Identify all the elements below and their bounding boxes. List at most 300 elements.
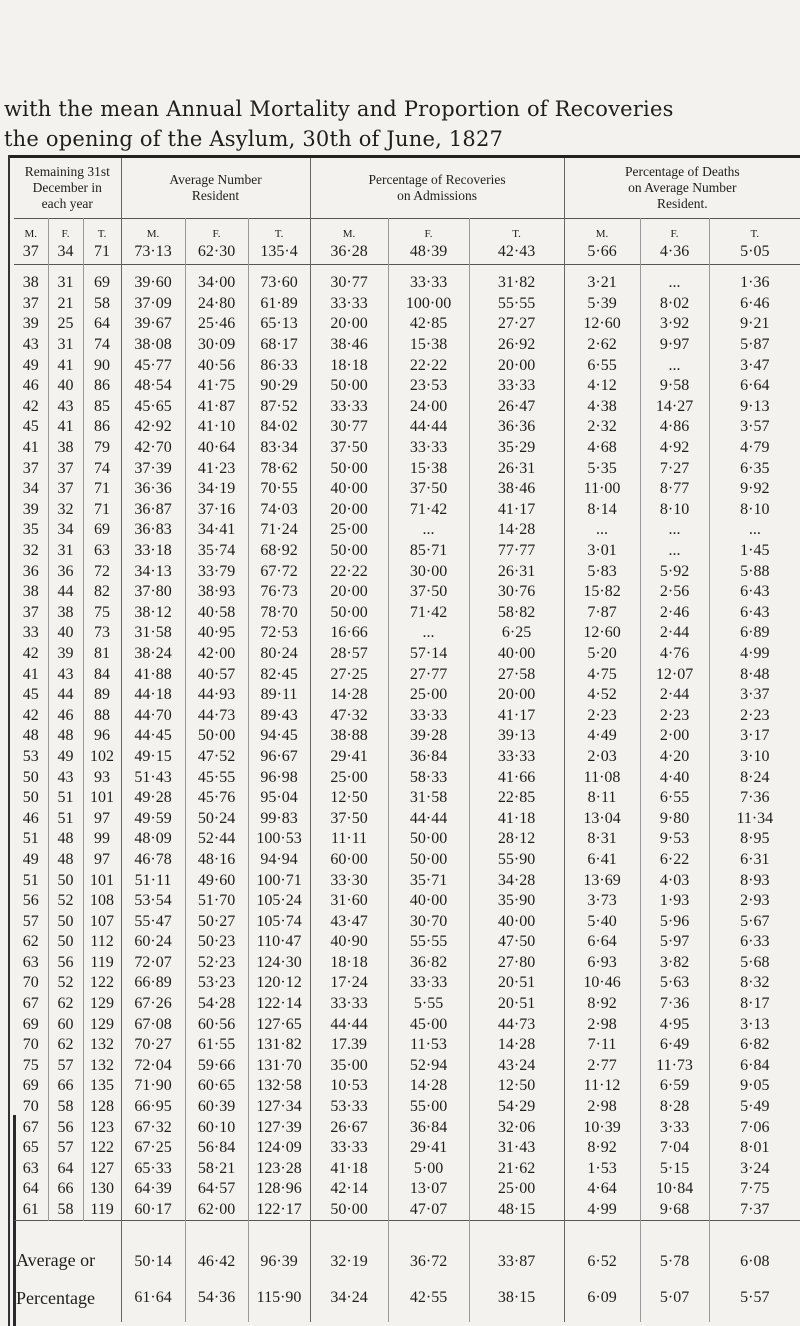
table-cell: 62 [48, 994, 83, 1015]
table-cell: 86·33 [248, 355, 310, 376]
table-cell: 36·36 [469, 417, 564, 438]
table-cell: 65·33 [121, 1159, 185, 1180]
table-cell: 71·90 [121, 1076, 185, 1097]
table-cell: 9·58 [640, 376, 709, 397]
table-cell: 49 [22, 850, 39, 868]
table-cell: 2·44 [640, 623, 709, 644]
table-cell: 131·70 [248, 1056, 310, 1077]
table-row [14, 767, 800, 788]
table-cell: 43 [48, 664, 83, 685]
table-cell: 37·50 [310, 438, 388, 459]
table-cell: 36·28 [310, 240, 388, 265]
table-cell: 36·82 [388, 953, 469, 974]
table-cell: 33·33 [310, 294, 388, 315]
table-cell: 47·32 [310, 705, 388, 726]
table-cell: 13·04 [564, 808, 640, 829]
group-header-deaths [564, 158, 800, 219]
table-cell: 48 [48, 726, 83, 747]
table-cell: 115·90 [248, 1274, 310, 1322]
table-row [14, 850, 800, 871]
table-cell: 59·66 [185, 1056, 248, 1077]
table-cell: 8·93 [709, 870, 800, 891]
table-cell: 53·23 [185, 973, 248, 994]
table-cell: 6·22 [640, 850, 709, 871]
table-cell: 33·33 [469, 747, 564, 768]
table-cell: 34 [48, 520, 83, 541]
table-cell: 94·94 [248, 850, 310, 871]
table-cell: 4·99 [709, 644, 800, 665]
table-cell: 3·21 [564, 273, 640, 294]
table-cell: 41 [22, 665, 39, 683]
table-cell: 4·76 [640, 644, 709, 665]
table-cell: 127·34 [248, 1097, 310, 1118]
table-cell: 27·80 [469, 953, 564, 974]
table-cell: 4·36 [640, 240, 709, 265]
table-cell: 5·97 [640, 932, 709, 953]
table-cell: 35·74 [185, 541, 248, 562]
table-cell: 50·00 [310, 458, 388, 479]
table-cell: 71·42 [388, 500, 469, 521]
table-cell: 8·31 [564, 829, 640, 850]
table-cell: 44·44 [388, 417, 469, 438]
table-cell: 54·36 [185, 1274, 248, 1322]
table-cell: 40·56 [185, 355, 248, 376]
table-cell: 71 [83, 500, 121, 521]
sub-header-cell: T. [469, 219, 564, 241]
table-cell: 54·29 [469, 1097, 564, 1118]
table-cell: 2·23 [564, 705, 640, 726]
table-cell: 89·43 [248, 705, 310, 726]
table-cell: 34 [22, 480, 39, 498]
table-cell: 124·30 [248, 953, 310, 974]
table-cell: 15·38 [388, 335, 469, 356]
sub-header-cell: M. [310, 219, 388, 241]
table-cell: 6·93 [564, 953, 640, 974]
sub-header-cell: M. [121, 219, 185, 241]
table-cell: 41 [22, 439, 39, 457]
table-cell: 69 [22, 1015, 39, 1033]
table-cell: 61·89 [248, 294, 310, 315]
table-cell: 67·72 [248, 561, 310, 582]
table-cell: 45·55 [185, 767, 248, 788]
table-cell: 96·98 [248, 767, 310, 788]
table-cell: 37 [22, 243, 39, 260]
table-cell: 11·73 [640, 1056, 709, 1077]
table-cell: 45·77 [121, 355, 185, 376]
table-cell: 57 [48, 1138, 83, 1159]
table-cell: 36·36 [121, 479, 185, 500]
table-cell: 35·00 [310, 1056, 388, 1077]
table-cell: 18·18 [310, 355, 388, 376]
table-cell: 127 [83, 1159, 121, 1180]
table-cell: 33·33 [469, 376, 564, 397]
table-cell: 12·60 [564, 623, 640, 644]
table-cell: 20·00 [469, 355, 564, 376]
table-cell: 65·13 [248, 314, 310, 335]
table-cell: 5·39 [564, 294, 640, 315]
table-cell: 4·99 [564, 1200, 640, 1221]
table-cell: 65 [22, 1139, 39, 1157]
table-cell: 52·44 [185, 829, 248, 850]
table-cell: 86 [83, 417, 121, 438]
table-cell: 40·00 [469, 644, 564, 665]
spacer-cell [564, 265, 640, 274]
sub-header-cell: F. [48, 219, 83, 241]
table-cell: 50·00 [310, 541, 388, 562]
table-cell: 14·27 [640, 397, 709, 418]
table-cell: 50·00 [388, 829, 469, 850]
table-row [14, 314, 800, 335]
table-cell: 16·66 [310, 623, 388, 644]
table-cell: 58 [48, 1097, 83, 1118]
table-cell: 127·39 [248, 1117, 310, 1138]
spacer-cell [709, 265, 800, 274]
table-cell: 32 [48, 500, 83, 521]
table-cell: 62·00 [185, 1200, 248, 1221]
table-cell: 5·92 [640, 561, 709, 582]
table-cell: 79 [83, 438, 121, 459]
table-cell: 88 [83, 705, 121, 726]
table-row [14, 582, 800, 603]
table-cell: 49·59 [121, 808, 185, 829]
table-cell: 56 [48, 1117, 83, 1138]
table-cell: 3·73 [564, 891, 640, 912]
table-cell: 11·00 [564, 479, 640, 500]
table-cell: 8·11 [564, 788, 640, 809]
table-cell: 5·87 [709, 335, 800, 356]
table-cell: 7·06 [709, 1117, 800, 1138]
table-cell: 78·70 [248, 603, 310, 624]
table-cell: 4·64 [564, 1179, 640, 1200]
table-cell: 2·93 [709, 891, 800, 912]
table-cell: 50·27 [185, 911, 248, 932]
table-row [14, 1179, 800, 1200]
table-cell: 51·70 [185, 891, 248, 912]
table-cell: 9·21 [709, 314, 800, 335]
table-cell: 25·46 [185, 314, 248, 335]
table-cell: 31·82 [469, 273, 564, 294]
table-cell: 8·28 [640, 1097, 709, 1118]
table-cell: 52·23 [185, 953, 248, 974]
table-cell: 26·92 [469, 335, 564, 356]
table-cell: 46·78 [121, 850, 185, 871]
group-header-remaining-line: Remaining 31st [24, 164, 110, 179]
table-cell: 20·00 [469, 685, 564, 706]
table-cell: 2·46 [640, 603, 709, 624]
table-cell: 62 [48, 1035, 83, 1056]
table-cell: 12·50 [469, 1076, 564, 1097]
group-header-deaths-line: on Average Number [628, 180, 737, 195]
table-cell: 7·37 [709, 1200, 800, 1221]
table-cell: 40 [48, 623, 83, 644]
table-cell: 40 [48, 376, 83, 397]
table-cell: 8·48 [709, 664, 800, 685]
table-cell: 42·55 [388, 1274, 469, 1322]
table-cell: 10·53 [310, 1076, 388, 1097]
table-row [14, 664, 800, 685]
table-cell: 61·64 [121, 1274, 185, 1322]
table-row [14, 829, 800, 850]
table-cell: 83·34 [248, 438, 310, 459]
table-cell: 66·89 [121, 973, 185, 994]
table-cell: 9·05 [709, 1076, 800, 1097]
table-row [14, 705, 800, 726]
table-cell: 78·62 [248, 458, 310, 479]
table-cell: 3·01 [564, 541, 640, 562]
table-cell: 25·00 [310, 520, 388, 541]
table-cell: 32·06 [469, 1117, 564, 1138]
sub-header-row [14, 219, 800, 241]
table-cell: 5·83 [564, 561, 640, 582]
table-cell: 37·50 [388, 582, 469, 603]
table-cell: 22·85 [469, 788, 564, 809]
table-cell: 20·00 [310, 314, 388, 335]
spacer-cell [469, 265, 564, 274]
table-cell: 102 [83, 747, 121, 768]
table-cell: 42·00 [185, 644, 248, 665]
table-cell: 49·15 [121, 747, 185, 768]
table-cell: 48·16 [185, 850, 248, 871]
table-cell: 57 [22, 912, 39, 930]
table-cell: 2·44 [640, 685, 709, 706]
table-cell: 50·00 [310, 603, 388, 624]
table-cell: 69 [83, 520, 121, 541]
table-cell: 37 [48, 479, 83, 500]
table-cell: ... [640, 520, 709, 541]
table-cell: 40·58 [185, 603, 248, 624]
table-cell: 5·07 [640, 1274, 709, 1322]
table-cell: 5·55 [388, 994, 469, 1015]
table-cell: 48·39 [388, 240, 469, 265]
table-cell: 67 [22, 995, 39, 1013]
table-cell: 40·57 [185, 664, 248, 685]
table-cell: 33·33 [310, 1138, 388, 1159]
table-cell: 50·00 [185, 726, 248, 747]
table-cell: 48·54 [121, 376, 185, 397]
table-cell: 75 [22, 1056, 39, 1074]
table-cell: 130 [83, 1179, 121, 1200]
table-cell: 14·28 [388, 1076, 469, 1097]
table-cell: 41·87 [185, 397, 248, 418]
table-cell: 7·75 [709, 1179, 800, 1200]
spacer-cell [14, 265, 48, 274]
table-cell: 58 [48, 1200, 83, 1221]
table-cell: 68·92 [248, 541, 310, 562]
table-cell: 36 [22, 562, 39, 580]
table-cell: 43·47 [310, 911, 388, 932]
table-cell: 10·39 [564, 1117, 640, 1138]
table-row [14, 1200, 800, 1221]
table-cell: 69 [83, 273, 121, 294]
table-cell: 41 [48, 355, 83, 376]
table-cell: 30·09 [185, 335, 248, 356]
table-cell: 6·64 [564, 932, 640, 953]
table-cell: 5·96 [640, 911, 709, 932]
table-cell: 60·39 [185, 1097, 248, 1118]
table-cell: 48 [48, 850, 83, 871]
table-cell: 8·92 [564, 994, 640, 1015]
table-cell: 33·18 [121, 541, 185, 562]
table-cell: 12·07 [640, 664, 709, 685]
table-cell: 39 [22, 315, 39, 333]
table-cell: 45·00 [388, 1014, 469, 1035]
table-cell: 28·57 [310, 644, 388, 665]
table-cell: 8·10 [709, 500, 800, 521]
table-cell: 30·77 [310, 273, 388, 294]
table-cell: 40·00 [388, 891, 469, 912]
table-cell: 26·31 [469, 561, 564, 582]
table-cell: 8·02 [640, 294, 709, 315]
table-cell: 84·02 [248, 417, 310, 438]
table-cell: 34·19 [185, 479, 248, 500]
table-cell: 35·29 [469, 438, 564, 459]
table-cell: 36·87 [121, 500, 185, 521]
table-cell: 122 [83, 973, 121, 994]
table-cell: 5·40 [564, 911, 640, 932]
group-header-remaining [14, 158, 121, 219]
table-cell: 135 [83, 1076, 121, 1097]
table-cell: 3·33 [640, 1117, 709, 1138]
table-cell: 31·43 [469, 1138, 564, 1159]
table-cell: 4·20 [640, 747, 709, 768]
table-cell: 42·85 [388, 314, 469, 335]
table-cell: 53·54 [121, 891, 185, 912]
table-cell: 67·25 [121, 1138, 185, 1159]
table-cell: 39·28 [388, 726, 469, 747]
table-cell: 2·98 [564, 1097, 640, 1118]
table-cell: 36 [48, 561, 83, 582]
table-cell: 51 [22, 830, 39, 848]
table-cell: 41·18 [310, 1159, 388, 1180]
table-cell: 14·28 [469, 520, 564, 541]
table-row [14, 644, 800, 665]
table-cell: 33·87 [469, 1221, 564, 1275]
table-cell: 33·79 [185, 561, 248, 582]
spacer-cell [640, 265, 709, 274]
table-cell: 81 [83, 644, 121, 665]
table-cell: 38 [22, 583, 39, 601]
table-cell: 11·12 [564, 1076, 640, 1097]
table-cell: 61 [22, 1201, 39, 1219]
table-cell: 6·31 [709, 850, 800, 871]
table-cell: 41·66 [469, 767, 564, 788]
table-cell: 60·56 [185, 1014, 248, 1035]
table-cell: 51 [48, 788, 83, 809]
table-cell: 41·88 [121, 664, 185, 685]
table-cell: 39 [22, 500, 39, 518]
table-cell: ... [388, 623, 469, 644]
table-cell: 97 [83, 808, 121, 829]
table-cell: 7·04 [640, 1138, 709, 1159]
table-cell: 25·00 [310, 767, 388, 788]
table-cell: 31 [48, 541, 83, 562]
table-cell: 107 [83, 911, 121, 932]
table-cell: 4·75 [564, 664, 640, 685]
table-cell: 99 [83, 829, 121, 850]
table-cell: 132 [83, 1035, 121, 1056]
table-cell: 27·25 [310, 664, 388, 685]
table-cell: 123 [83, 1117, 121, 1138]
table-cell: 97 [83, 850, 121, 871]
table-cell: 38·46 [469, 479, 564, 500]
table-row [14, 603, 800, 624]
table-cell: 3·47 [709, 355, 800, 376]
table-cell: 5·63 [640, 973, 709, 994]
table-cell: 6·35 [709, 458, 800, 479]
table-cell: 3·24 [709, 1159, 800, 1180]
table-cell: 50 [22, 789, 39, 807]
table-cell: 72 [83, 561, 121, 582]
table-cell: 8·95 [709, 829, 800, 850]
table-cell: 24·80 [185, 294, 248, 315]
table-cell: 72·04 [121, 1056, 185, 1077]
table-row [14, 1159, 800, 1180]
table-cell: 23·53 [388, 376, 469, 397]
table-cell: 45·76 [185, 788, 248, 809]
table-cell: 8·24 [709, 767, 800, 788]
table-cell: 44·73 [469, 1014, 564, 1035]
table-cell: 122·14 [248, 994, 310, 1015]
table-cell: 58·82 [469, 603, 564, 624]
table-cell: 50·00 [310, 1200, 388, 1221]
table-row [14, 623, 800, 644]
mortality-recoveries-table [14, 158, 800, 1322]
table-cell: 2·56 [640, 582, 709, 603]
table-cell: 112 [83, 932, 121, 953]
table-cell: 46 [22, 809, 39, 827]
table-cell: 8·17 [709, 994, 800, 1015]
table-cell: 50 [48, 932, 83, 953]
table-cell: 34·24 [310, 1274, 388, 1322]
group-header-recoveries-line: Percentage of Recoveries [368, 172, 506, 187]
table-cell: 62 [22, 933, 39, 951]
table-cell: 122·17 [248, 1200, 310, 1221]
table-cell: 48 [48, 829, 83, 850]
table-cell: 7·36 [709, 788, 800, 809]
table-cell: 47·52 [185, 747, 248, 768]
table-cell: 10·46 [564, 973, 640, 994]
table-cell: 50·23 [185, 932, 248, 953]
table-cell: 42 [22, 397, 39, 415]
table-cell: 31·58 [121, 623, 185, 644]
table-cell: 34·41 [185, 520, 248, 541]
table-cell: 41·23 [185, 458, 248, 479]
table-row [14, 273, 800, 294]
table-cell: 2·62 [564, 335, 640, 356]
table-cell: 44·73 [185, 705, 248, 726]
table-cell: 44 [48, 685, 83, 706]
table-cell: 93 [83, 767, 121, 788]
table-cell: 36·84 [388, 1117, 469, 1138]
table-cell: 29·41 [310, 747, 388, 768]
table-cell: 58 [83, 294, 121, 315]
table-row [14, 726, 800, 747]
table-cell: 47·07 [388, 1200, 469, 1221]
table-cell: 61·55 [185, 1035, 248, 1056]
table-cell: 5·15 [640, 1159, 709, 1180]
table-cell: 67·32 [121, 1117, 185, 1138]
table-cell: 6·08 [709, 1221, 800, 1275]
table-cell: 55·55 [469, 294, 564, 315]
table-cell: 73·13 [121, 240, 185, 265]
table-cell: 71 [83, 240, 121, 265]
table-cell: 64 [83, 314, 121, 335]
table-cell: 17.39 [310, 1035, 388, 1056]
table-cell: 20·00 [310, 582, 388, 603]
page-heading-line-2: the opening of the Asylum, 30th of June, 1827 [4, 127, 504, 151]
table-cell: 4·68 [564, 438, 640, 459]
table-cell: 42 [22, 644, 39, 662]
